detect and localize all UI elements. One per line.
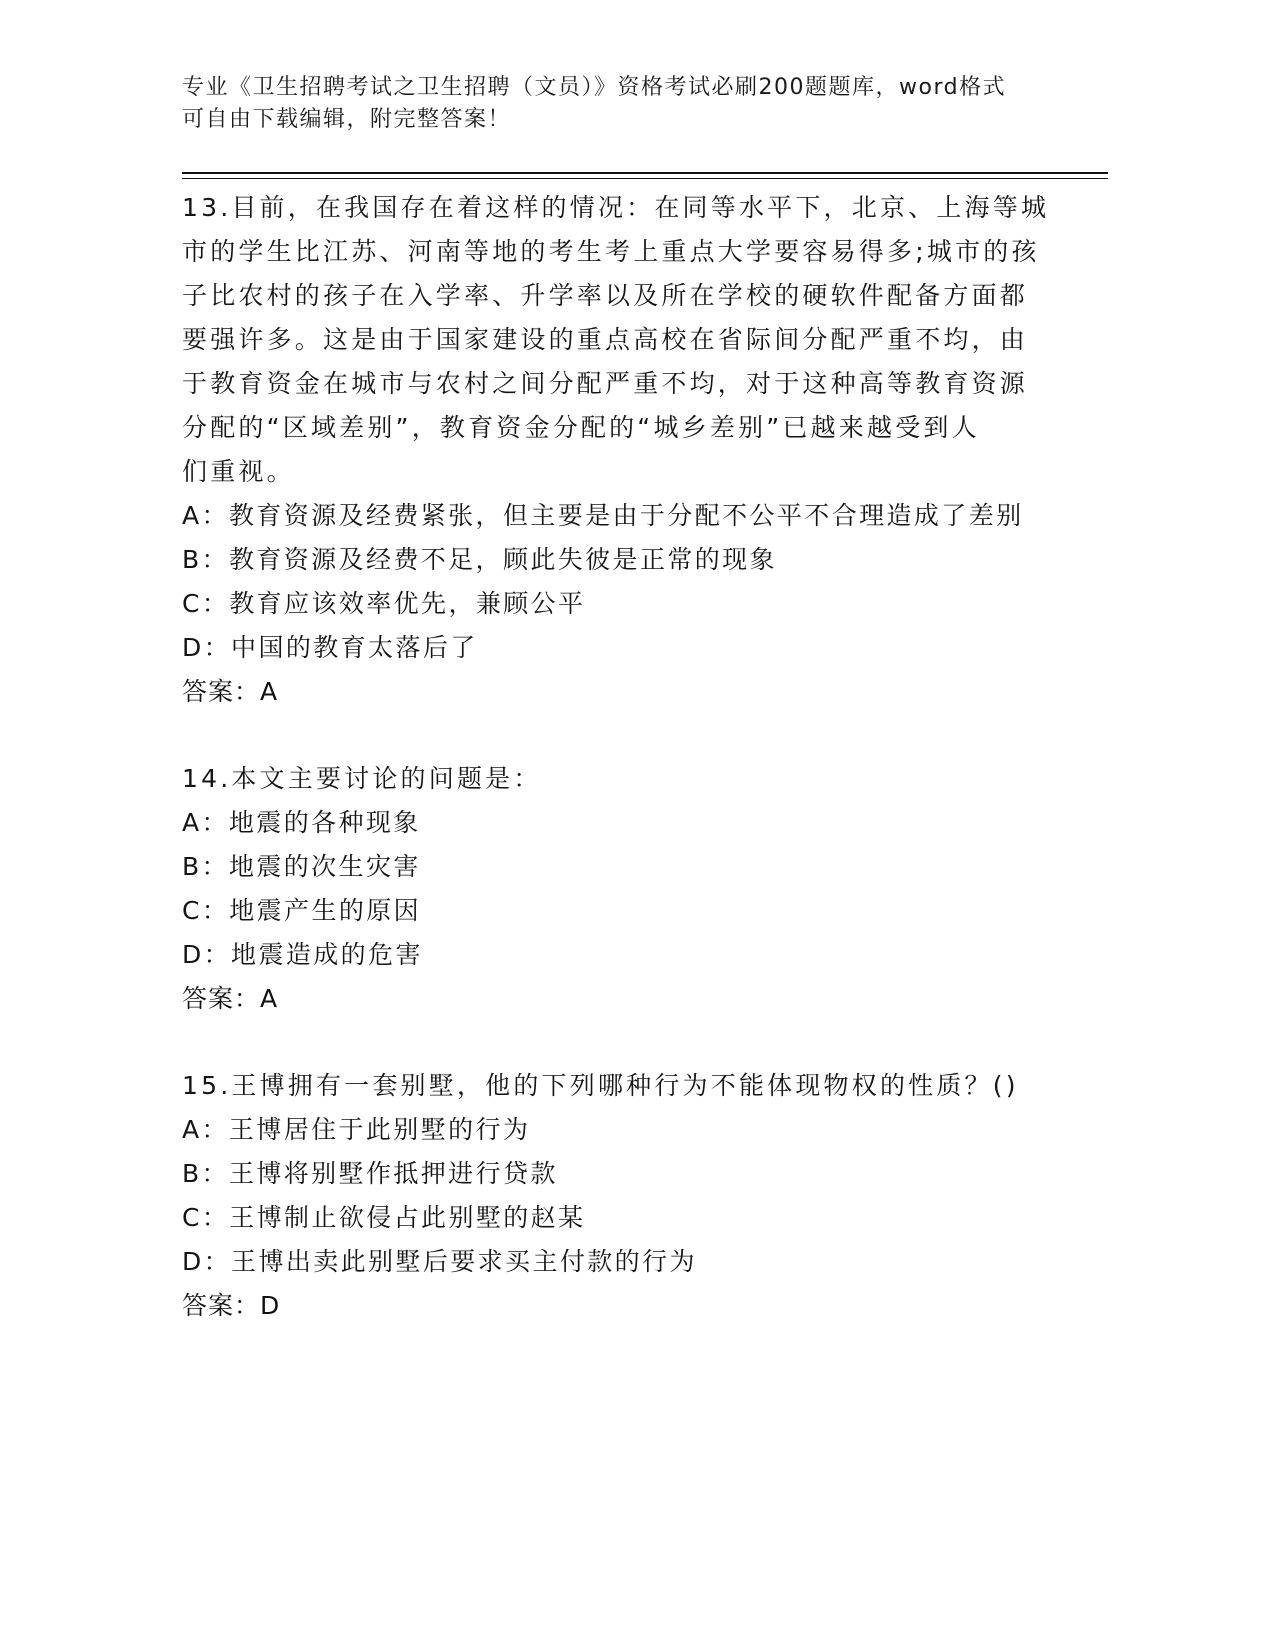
question-14 (182, 757, 1062, 1021)
document-header (182, 72, 1042, 136)
question-stem (182, 1064, 1062, 1108)
question-gap (182, 714, 1062, 757)
option-b: B：地震的次生灾害 (182, 852, 421, 881)
header-rule-thick (182, 172, 1108, 174)
question-stem (182, 757, 1062, 801)
stem-line: 市的学生比江苏、河南等地的考生考上重点大学要容易得多;城市的孩 (182, 237, 1040, 266)
question-13 (182, 186, 1062, 714)
option-c: C：教育应该效率优先，兼顾公平 (182, 589, 586, 618)
option-d: D：中国的教育太落后了 (182, 633, 478, 662)
stem-line: 们重视。 (182, 457, 295, 486)
question-list (182, 186, 1062, 1328)
stem-line: 要强许多。这是由于国家建设的重点高校在省际间分配严重不均，由 (182, 325, 1029, 354)
option-d: D：地震造成的危害 (182, 940, 423, 969)
option-d: D：王博出卖此别墅后要求买主付款的行为 (182, 1247, 697, 1276)
header-rule-thin (182, 178, 1108, 179)
stem-line: 13.目前，在我国存在着这样的情况：在同等水平下，北京、上海等城 (182, 193, 1050, 222)
answer-label: 答案：D (182, 1291, 281, 1320)
option-c: C：地震产生的原因 (182, 896, 422, 925)
stem-line: 于教育资金在城市与农村之间分配严重不均，对于这种高等教育资源 (182, 369, 1029, 398)
stem-line: 14.本文主要讨论的问题是： (182, 764, 542, 793)
option-a: A：地震的各种现象 (182, 808, 421, 837)
question-15 (182, 1064, 1062, 1328)
answer-label: 答案：A (182, 677, 279, 706)
answer-label: 答案：A (182, 984, 279, 1013)
header-line-2: 可自由下载编辑，附完整答案！ (182, 107, 512, 132)
stem-line: 15.王博拥有一套别墅，他的下列哪种行为不能体现物权的性质？() (182, 1071, 1019, 1100)
header-line-1: 专业《卫生招聘考试之卫生招聘（文员）》资格考试必刷200题题库，word格式 (182, 75, 1007, 100)
stem-line: 子比农村的孩子在入学率、升学率以及所在学校的硬软件配备方面都 (182, 281, 1029, 310)
question-gap (182, 1021, 1062, 1064)
question-stem (182, 186, 1062, 494)
stem-line: 分配的“区域差别”，教育资金分配的“城乡差别”已越来越受到人 (182, 413, 980, 442)
option-c: C：王博制止欲侵占此别墅的赵某 (182, 1203, 586, 1232)
option-b: B：王博将别墅作抵押进行贷款 (182, 1159, 558, 1188)
option-b: B：教育资源及经费不足，顾此失彼是正常的现象 (182, 545, 777, 574)
option-a: A：王博居住于此别墅的行为 (182, 1115, 531, 1144)
option-a: A：教育资源及经费紧张，但主要是由于分配不公平不合理造成了差别 (182, 501, 1024, 530)
